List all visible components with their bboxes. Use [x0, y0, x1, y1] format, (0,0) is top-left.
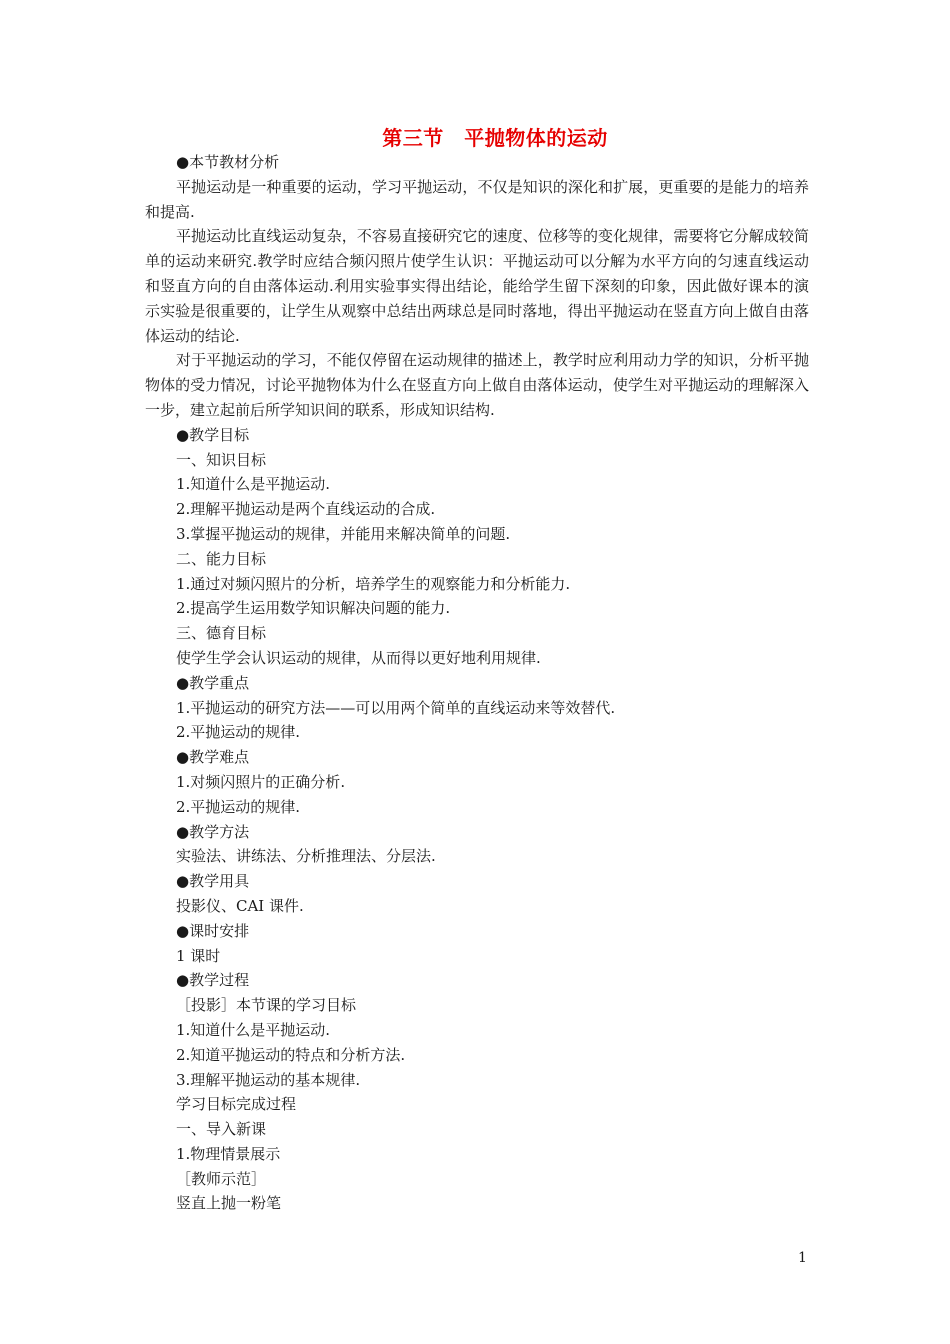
list-item: ［教师示范］ — [176, 1169, 267, 1188]
list-item: 2.平抛运动的规律. — [176, 797, 301, 816]
list-item: 1 课时 — [176, 946, 221, 965]
list-item: 1.平抛运动的研究方法——可以用两个简单的直线运动来等效替代. — [176, 698, 616, 717]
list-item: 2.理解平抛运动是两个直线运动的合成. — [176, 500, 436, 519]
section-heading: ●教学难点 — [176, 748, 250, 767]
list-item: 2.知道平抛运动的特点和分析方法. — [176, 1045, 406, 1064]
section-heading: ●教学过程 — [176, 971, 250, 990]
list-item: 实验法、讲练法、分析推理法、分层法. — [176, 847, 436, 866]
section-heading: ●教学用具 — [176, 872, 250, 891]
section-heading: ●本节教材分析 — [176, 153, 280, 171]
list-item: 1.对频闪照片的正确分析. — [176, 772, 346, 791]
list-item: 使学生学会认识运动的规律，从而得以更好地利用规律. — [176, 648, 541, 667]
subheading: 一、知识目标 — [176, 450, 267, 469]
section-heading: ●课时安排 — [176, 921, 250, 940]
list-item: 2.提高学生运用数学知识解决问题的能力. — [176, 599, 451, 618]
list-item: 3.掌握平抛运动的规律，并能用来解决简单的问题. — [176, 524, 511, 543]
list-item: 竖直上抛一粉笔 — [176, 1194, 282, 1213]
list-item: 1.知道什么是平抛运动. — [176, 475, 331, 494]
section-heading: ●教学方法 — [176, 822, 250, 841]
list-item: 一、导入新课 — [176, 1120, 267, 1139]
document-body — [145, 150, 809, 1216]
list-item: 投影仪、CAI 课件. — [176, 896, 304, 915]
subheading: 二、能力目标 — [176, 549, 267, 568]
paragraph: 平抛运动比直线运动复杂，不容易直接研究它的速度、位移等的变化规律，需要将它分解成较简单的运动来研究.教学时应结合频闪照片使学生认识：平抛运动可以分解为水平方向的匀速直线运动和竖直方向的自由落体运动.利用实验事实得出结论，能给学生留下深刻的印象，因此做好课本的演示实验是很重要的，让学生从观察中总结出两球总是同时落地，得出平抛运动在竖直方向上做自由落体运动的结论. — [145, 227, 809, 345]
paragraph: 对于平抛运动的学习，不能仅停留在运动规律的描述上，教学时应利用动力学的知识，分析平抛物体的受力情况，讨论平抛物体为什么在竖直方向上做自由落体运动，使学生对平抛运动的理解深入一步，建立起前后所学知识间的联系，形成知识结构. — [145, 351, 809, 419]
list-item: 学习目标完成过程 — [176, 1095, 297, 1114]
page-title: 第三节 平抛物体的运动 — [382, 126, 608, 150]
list-item: 2.平抛运动的规律. — [176, 723, 301, 742]
list-item: 3.理解平抛运动的基本规律. — [176, 1070, 361, 1089]
list-item: 1.知道什么是平抛运动. — [176, 1020, 331, 1039]
section-heading: ●教学重点 — [176, 673, 250, 692]
list-item: 1.物理情景展示 — [176, 1144, 281, 1163]
section-heading: ●教学目标 — [176, 425, 250, 444]
paragraph: 平抛运动是一种重要的运动，学习平抛运动，不仅是知识的深化和扩展，更重要的是能力的培养和提高. — [145, 177, 809, 221]
list-item: 1.通过对频闪照片的分析，培养学生的观察能力和分析能力. — [176, 574, 571, 593]
page-number: 1 — [798, 1250, 807, 1266]
list-item: ［投影］本节课的学习目标 — [176, 996, 357, 1015]
subheading: 三、德育目标 — [176, 624, 267, 643]
